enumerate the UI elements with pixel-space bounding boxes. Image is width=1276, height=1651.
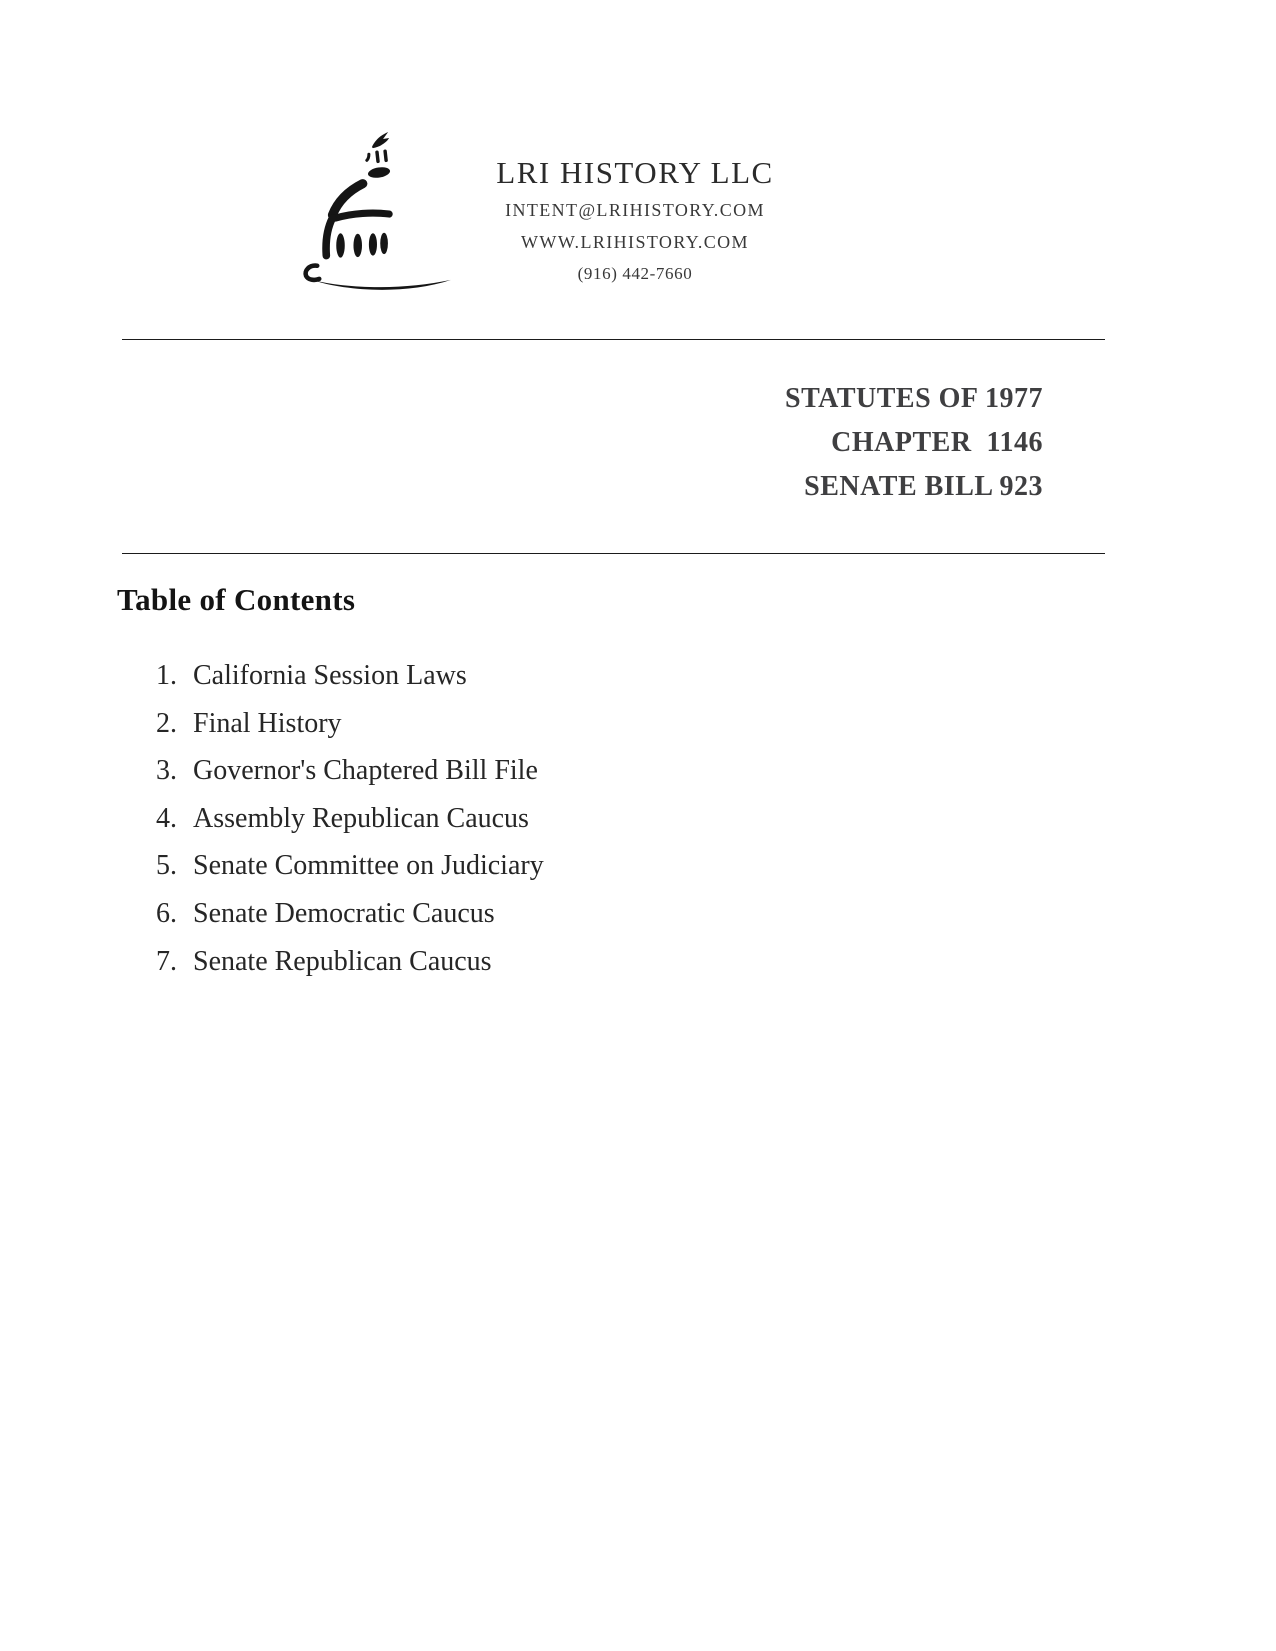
toc-item-number: 3. — [156, 755, 177, 787]
toc-item — [156, 700, 544, 748]
company-contact-block — [458, 152, 812, 289]
company-name: LRI HISTORY LLC — [496, 155, 774, 190]
toc-item-number: 4. — [156, 802, 177, 834]
toc-item-label: Final History — [193, 707, 342, 739]
chapter-line: CHAPTER 1146 — [831, 427, 1043, 458]
toc-item-number: 5. — [156, 850, 177, 882]
toc-item-label: Senate Republican Caucus — [193, 945, 492, 977]
toc-item-number: 7. — [156, 945, 177, 977]
toc-item-number: 2. — [156, 707, 177, 739]
toc-item — [156, 890, 544, 938]
toc-item-number: 6. — [156, 897, 177, 929]
company-logo — [302, 128, 454, 294]
toc-item — [156, 842, 544, 890]
company-website-link[interactable]: WWW.LRIHISTORY.COM — [521, 232, 749, 252]
company-phone: (916) 442-7660 — [577, 264, 693, 283]
toc-item-label: Assembly Republican Caucus — [193, 802, 529, 834]
toc-heading: Table of Contents — [117, 582, 356, 617]
toc-item-label: Governor's Chaptered Bill File — [193, 755, 538, 787]
divider-rule-bottom — [122, 553, 1105, 554]
toc-item-label: California Session Laws — [193, 660, 467, 691]
toc-item — [156, 747, 544, 795]
toc-item — [156, 652, 544, 700]
senate-bill-line: SENATE BILL 923 — [804, 471, 1043, 502]
capitol-dome-icon — [302, 128, 454, 294]
company-email-link[interactable]: INTENT@LRIHISTORY.COM — [505, 200, 765, 220]
toc-item — [156, 795, 544, 843]
toc-item-label: Senate Democratic Caucus — [193, 897, 495, 929]
divider-rule-top — [122, 339, 1105, 340]
toc-list — [156, 652, 544, 985]
statutes-line: STATUTES OF 1977 — [785, 383, 1043, 414]
toc-item-number: 1. — [156, 660, 177, 691]
toc-item-label: Senate Committee on Judiciary — [193, 850, 544, 882]
toc-item — [156, 938, 544, 986]
bill-heading — [785, 377, 1043, 509]
